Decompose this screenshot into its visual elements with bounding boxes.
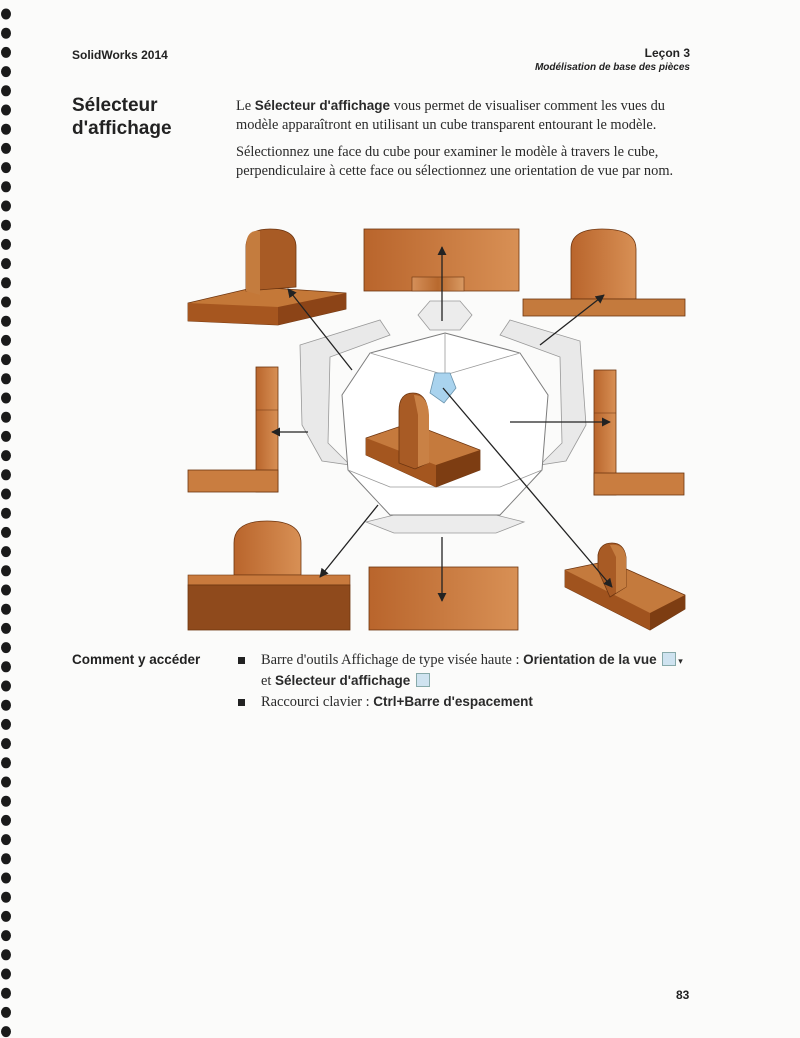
header-chapter: Modélisation de base des pièces: [534, 62, 690, 73]
binding-ring: [1, 508, 11, 519]
binding-ring: [1, 527, 11, 538]
binding-ring: [1, 892, 11, 903]
back-view: [523, 229, 685, 316]
binding-ring: [1, 738, 11, 749]
header-product: SolidWorks 2014: [72, 48, 168, 62]
binding-ring: [1, 316, 11, 327]
binding-ring: [1, 796, 11, 807]
binding-ring: [1, 143, 11, 154]
binding-ring: [1, 681, 11, 692]
binding-ring: [1, 28, 11, 39]
binding-ring: [1, 335, 11, 346]
section-body: [236, 96, 691, 189]
access-list: [236, 650, 696, 713]
b2-bold: Ctrl+Barre d'espacement: [373, 694, 533, 709]
para1-prefix: Le: [236, 98, 255, 114]
binding-ring: [1, 604, 11, 615]
binding-ring: [1, 853, 11, 864]
b1-mid: et: [261, 673, 275, 689]
left-view: [188, 367, 278, 492]
binding-ring: [1, 969, 11, 980]
binding-ring: [1, 911, 11, 922]
binding-ring: [1, 949, 11, 960]
binding-ring: [1, 220, 11, 231]
binding-ring: [1, 815, 11, 826]
access-item-toolbar: [236, 650, 696, 691]
paragraph-1: [236, 96, 691, 135]
access-label: Comment y accéder: [72, 652, 201, 667]
b1-bold1: Orientation de la vue: [523, 652, 657, 667]
view-orientation-icon: [662, 652, 676, 666]
binding-ring: [1, 777, 11, 788]
binding-ring: [1, 124, 11, 135]
binding-ring: [1, 1007, 11, 1018]
binding-ring: [1, 258, 11, 269]
iso-view-bottom-right: [565, 543, 685, 630]
binding-ring: [1, 757, 11, 768]
binding-ring: [1, 9, 11, 20]
binding-ring: [1, 642, 11, 653]
front-view: [188, 521, 350, 630]
para1-rest: vous permet de visualiser comment les vues du modèle apparaîtront en utilisant un cube transparent entourant le modèle.: [236, 98, 666, 133]
binding-ring: [1, 162, 11, 173]
binding-ring: [1, 834, 11, 845]
right-view: [594, 370, 684, 495]
binding-ring: [1, 393, 11, 404]
binding-ring: [1, 930, 11, 941]
binding-ring: [1, 354, 11, 365]
b1-text: Barre d'outils Affichage de type visée haute :: [261, 652, 524, 668]
b1-bold2: Sélecteur d'affichage: [274, 673, 411, 688]
header-lesson: Leçon 3: [644, 46, 690, 60]
b2-text: Raccourci clavier :: [261, 694, 374, 710]
binding-ring: [1, 546, 11, 557]
iso-view-top-left: [188, 229, 346, 325]
binding-ring: [1, 181, 11, 192]
binding-ring: [1, 1026, 11, 1037]
binding-ring: [1, 873, 11, 884]
bottom-view: [369, 567, 518, 630]
section-title: Sélecteur d'affichage: [72, 95, 172, 139]
binding-ring: [1, 700, 11, 711]
binding-ring: [1, 489, 11, 500]
binding-ring: [1, 431, 11, 442]
page-number: 83: [676, 988, 690, 1002]
binding-ring: [1, 450, 11, 461]
binding-ring: [1, 277, 11, 288]
para1-bold: Sélecteur d'affichage: [254, 98, 391, 113]
dropdown-arrow-icon: ▾: [678, 656, 683, 666]
binding-ring: [1, 47, 11, 58]
binding-ring: [1, 85, 11, 96]
bullet-square-icon: [238, 699, 245, 706]
view-selector-figure: [180, 225, 700, 635]
binding-ring: [1, 297, 11, 308]
binding-ring: [1, 105, 11, 116]
binding-ring: [1, 623, 11, 634]
binding-ring: [1, 66, 11, 77]
access-item-shortcut: [236, 692, 696, 712]
binding-ring: [1, 239, 11, 250]
binding-ring: [1, 661, 11, 672]
spiral-binding: [0, 0, 22, 1038]
view-selector-cube: [300, 301, 586, 533]
binding-ring: [1, 988, 11, 999]
binding-ring: [1, 585, 11, 596]
binding-ring: [1, 719, 11, 730]
paragraph-2: Sélectionnez une face du cube pour examiner le modèle à travers le cube, perpendiculaire à cette face ou sélectionnez une orientation de vue par nom.: [236, 144, 674, 179]
header-lesson-block: [535, 46, 690, 73]
binding-ring: [1, 565, 11, 576]
binding-ring: [1, 412, 11, 423]
binding-ring: [1, 201, 11, 212]
bullet-square-icon: [238, 657, 245, 664]
binding-ring: [1, 373, 11, 384]
view-selector-icon: [416, 673, 430, 687]
binding-ring: [1, 469, 11, 480]
